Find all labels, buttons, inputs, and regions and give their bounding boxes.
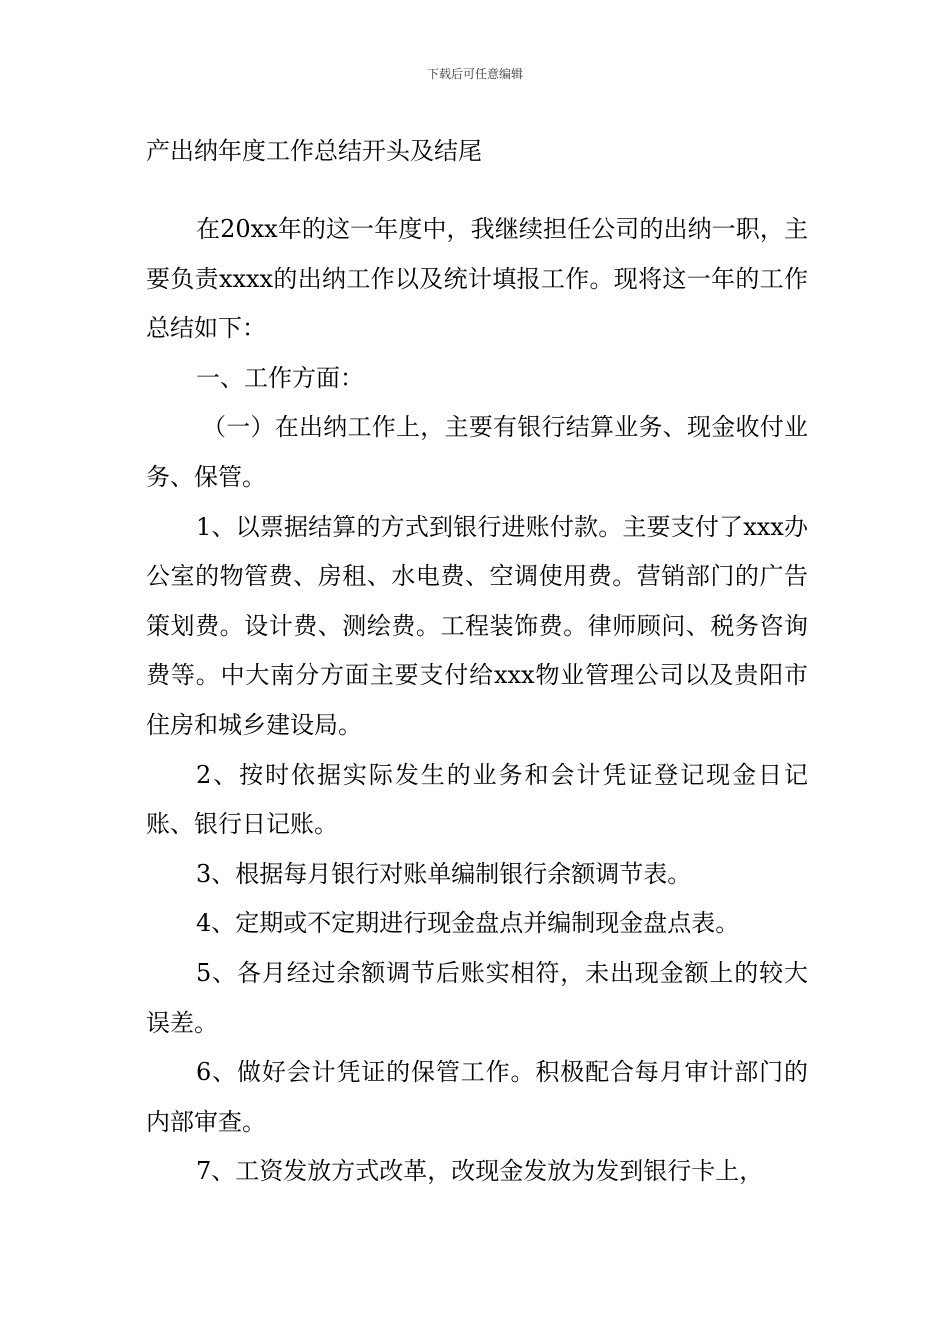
list-item-4: 4、定期或不定期进行现金盘点并编制现金盘点表。 — [196, 909, 740, 938]
document-title: 产出纳年度工作总结开头及结尾 — [146, 137, 482, 165]
document-body — [146, 205, 808, 1197]
list-item-6: 6、做好会计凭证的保管工作。积极配合每月审计部门的内部审查。 — [146, 1058, 808, 1136]
section-heading-work: 一、工作方面： — [196, 363, 364, 392]
list-item-2: 2、按时依据实际发生的业务和会计凭证登记现金日记账、银行日记账。 — [146, 760, 808, 839]
subsection-heading-cashier: （一）在出纳工作上，主要有银行结算业务、现金收付业务、保管。 — [146, 413, 808, 491]
list-item-5: 5、各月经过余额调节后账实相符，未出现金额上的较大误差。 — [146, 958, 808, 1037]
list-item-3: 3、根据每月银行对账单编制银行余额调节表。 — [196, 859, 692, 888]
paragraph-intro: 在20xx年的这一年度中，我继续担任公司的出纳一职，主要负责xxxx的出纳工作以及统计填报工作。现将这一年的工作总结如下： — [146, 215, 808, 343]
list-item-1: 1、以票据结算的方式到银行进账付款。主要支付了xxx办公室的物管费、房租、水电费、空调使用费。营销部门的广告策划费。设计费、测绘费。工程装饰费。律师顾问、税务咨询费等。中大南分方面主要支付给xxx物业管理公司以及贵阳市住房和城乡建设局。 — [146, 512, 808, 739]
list-item-7: 7、工资发放方式改革，改现金发放为发到银行卡上， — [196, 1157, 764, 1186]
page-header-note: 下载后可任意编辑 — [426, 67, 523, 81]
